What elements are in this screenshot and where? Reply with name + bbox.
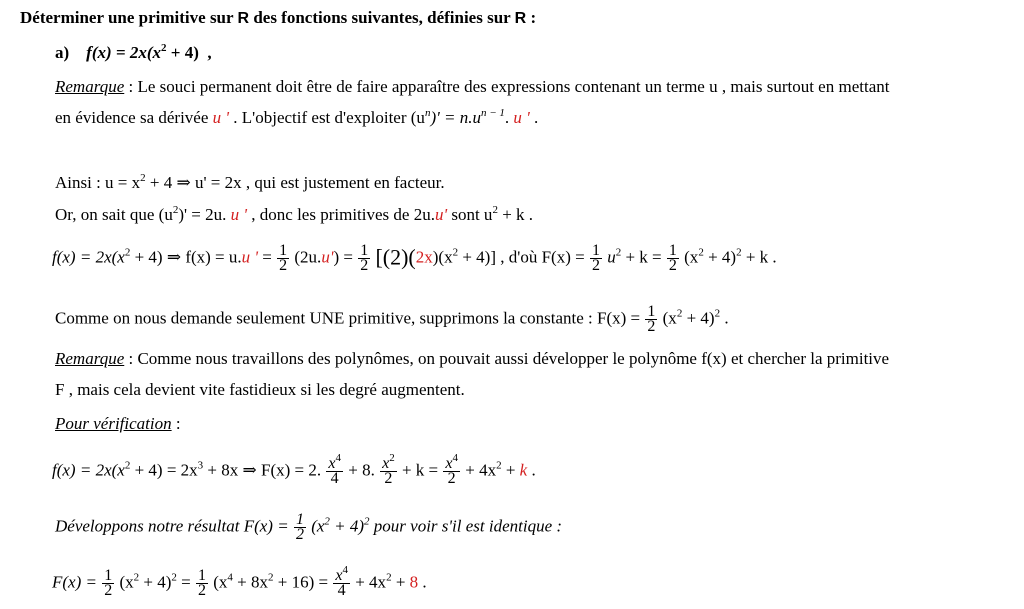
remark-label: Remarque xyxy=(55,349,125,368)
verification-heading: Pour vérification : xyxy=(55,414,181,433)
ainsi-line: Ainsi : $u = x^2 + 4$ ⇒ u' = 2x , qui est justement en facteur. xyxy=(55,172,445,192)
exercise-title: Déterminer une primitive sur R des fonctions suivantes, définies sur R : xyxy=(20,8,537,27)
fraction-one-half: $\frac{1}{2}$ xyxy=(647,303,656,335)
remark-2-line-1: Remarque : Comme nous travaillons des polynômes, on pouvait aussi développer le polynôme f(x) et chercher la primitive xyxy=(55,349,890,368)
fraction-one-half: $\frac{1}{2}$ xyxy=(591,242,600,274)
fraction-one-half: $\frac{1}{2}$ xyxy=(295,511,304,543)
fraction-x2-over-2: $\frac{x^2}{2}$ xyxy=(382,452,395,487)
equation-1: $f(x) = 2x(x^2 + 4)$ ⇒ f(x) = u.u ' = $\frac{1}{2}$ (2u.u') = $\frac{1}{2}$ $[(2)(2x)(x^2 + 4)]$ , d'où F(x) = $\frac{1}{2}$ $u^2 + k$ = $\frac{1}{2}$ $(x^2 + 4)^2 + k$ . xyxy=(52,242,777,274)
fraction-x4-over-4: $\frac{x^4}{4}$ xyxy=(335,564,348,599)
fraction-x4-over-4: $\frac{x^4}{4}$ xyxy=(328,452,341,487)
fraction-x4-over-2: $\frac{x^4}{2}$ xyxy=(445,452,458,487)
part-a-heading: a) $f(x) = 2x(x^2 + 4)$ , xyxy=(55,42,212,62)
fraction-one-half: $\frac{1}{2}$ xyxy=(668,242,677,274)
comme-line: Comme on nous demande seulement UNE primitive, supprimons la constante : F(x) = $\frac{1}{2}$ $(x^2 + 4)^2$ . xyxy=(55,303,729,335)
real-numbers-symbol: R xyxy=(237,10,250,27)
fraction-one-half: $\frac{1}{2}$ xyxy=(198,567,206,599)
equation-2: $f(x) = 2x(x^2 + 4) = 2x^3 + 8x$ ⇒ F(x) = 2. $\frac{x^4}{4}$ + 8. $\frac{x^2}{2}$ + k = $\frac{x^4}{2}$ + $4x^2 + k$ . xyxy=(52,452,536,487)
fraction-one-half: $\frac{1}{2}$ xyxy=(279,242,288,274)
real-numbers-symbol-2: R xyxy=(514,10,527,27)
fraction-one-half: $\frac{1}{2}$ xyxy=(360,242,369,274)
remark-2-line-2: F , mais cela devient vite fastidieux si les degré augmentent. xyxy=(55,380,465,399)
or-line: Or, on sait que $(u^2)' = 2u$. u ' , donc les primitives de 2u.u' sont $u^2 + k$ . xyxy=(55,204,534,224)
equation-3: F(x) = $\frac{1}{2}$ $(x^2 + 4)^2$ = $\frac{1}{2}$ $(x^4 + 8x^2 + 16)$ = $\frac{x^4}{4}$ + $4x^2 + 8$ . xyxy=(52,564,427,599)
remark-label: Remarque xyxy=(55,77,125,96)
remark-1-line-1: Remarque : Le souci permanent doit être de faire apparaître des expressions contenant un terme u , mais surtout en mettant xyxy=(55,77,890,96)
fraction-one-half: $\frac{1}{2}$ xyxy=(104,567,113,599)
developpons-line: Développons notre résultat F(x) = $\frac{1}{2}$ $(x^2 + 4)^2$ pour voir s'il est identique : xyxy=(55,511,563,543)
remark-1-line-2: en évidence sa dérivée u ' . L'objectif est d'exploiter $(u^n)' = n.u^{n - 1}$. u ' . xyxy=(55,107,539,127)
